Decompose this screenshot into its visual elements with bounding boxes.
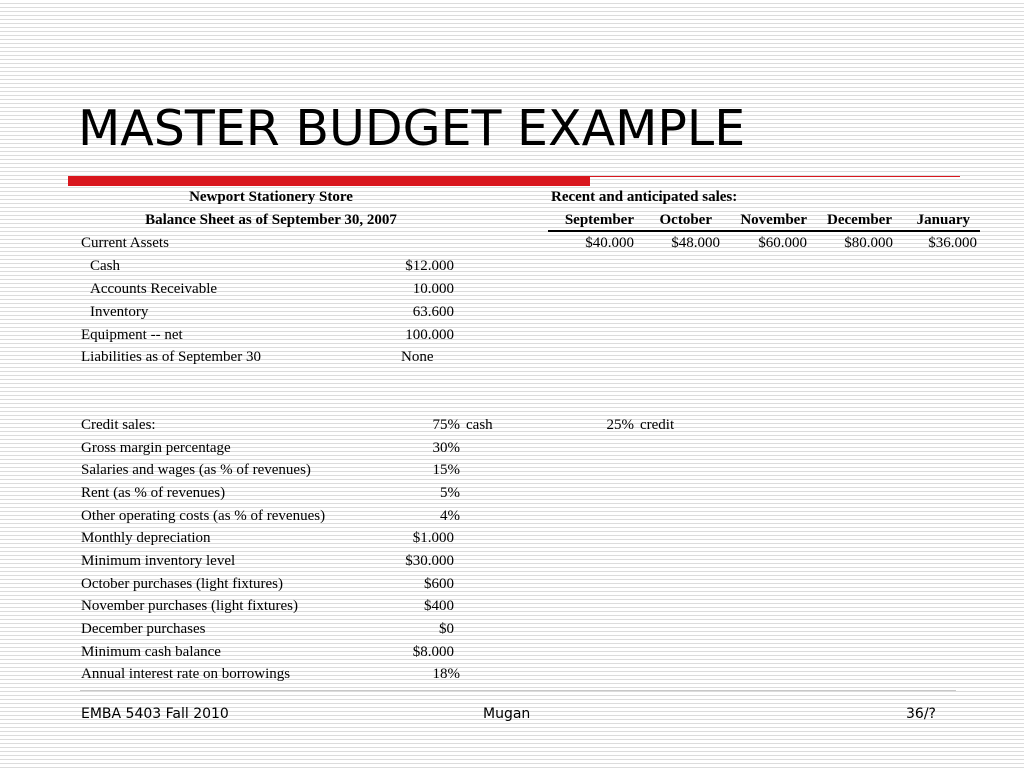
credit-label: credit xyxy=(640,417,675,433)
assumption-value: 15% xyxy=(432,462,460,478)
assumption-value: 5% xyxy=(440,485,460,501)
slide-number: 36/? xyxy=(906,706,936,722)
sales-header-underline xyxy=(548,230,980,232)
sales-value: $48.000 xyxy=(671,235,720,251)
assumption-value: $400 xyxy=(424,598,454,614)
balance-row-value: None xyxy=(401,349,434,365)
sales-value: $80.000 xyxy=(844,235,893,251)
assumption-value: $600 xyxy=(424,576,454,592)
balance-row-label: Current Assets xyxy=(81,235,169,251)
assumption-label: October purchases (light fixtures) xyxy=(81,576,284,592)
assumption-value: $0 xyxy=(439,621,454,637)
footer-course: EMBA 5403 Fall 2010 xyxy=(81,706,229,722)
assumption-label: Minimum cash balance xyxy=(81,644,221,660)
footer-divider xyxy=(80,690,956,691)
balance-row-label: Accounts Receivable xyxy=(90,281,218,297)
assumption-value: $8.000 xyxy=(412,644,454,660)
title-accent-line xyxy=(590,176,960,177)
assumption-label: Other operating costs (as % of revenues) xyxy=(81,508,326,524)
assumption-label: Minimum inventory level xyxy=(81,553,236,569)
assumption-value: $1.000 xyxy=(412,530,454,546)
assumption-label: Rent (as % of revenues) xyxy=(81,485,226,501)
assumption-label: Salaries and wages (as % of revenues) xyxy=(81,462,311,478)
sales-value: $60.000 xyxy=(758,235,807,251)
sales-value: $36.000 xyxy=(928,235,977,251)
sales-month-header: January xyxy=(916,212,970,228)
assumption-value: 4% xyxy=(440,508,460,524)
balance-row-label: Equipment -- net xyxy=(81,327,183,343)
assumption-label: November purchases (light fixtures) xyxy=(81,598,299,614)
balance-row-label: Inventory xyxy=(90,304,149,320)
assumption-value: 18% xyxy=(432,666,460,682)
assumption-label: Monthly depreciation xyxy=(81,530,211,546)
sales-month-header: September xyxy=(564,212,634,228)
balance-sheet-subtitle: Balance Sheet as of September 30, 2007 xyxy=(145,212,397,228)
credit-percent: 25% xyxy=(606,417,634,433)
balance-row-value: 63.600 xyxy=(412,304,454,320)
sales-month-header: October xyxy=(659,212,712,228)
assumption-label: Annual interest rate on borrowings xyxy=(81,666,291,682)
credit-sales-label: Credit sales: xyxy=(81,417,156,433)
balance-row-label: Cash xyxy=(90,258,120,274)
title-accent-bar xyxy=(68,176,590,186)
balance-row-label: Liabilities as of September 30 xyxy=(81,349,261,365)
balance-row-value: $12.000 xyxy=(405,258,454,274)
balance-row-value: 10.000 xyxy=(412,281,454,297)
assumption-value: 30% xyxy=(432,440,460,456)
sales-heading: Recent and anticipated sales: xyxy=(551,189,738,205)
footer-author: Mugan xyxy=(483,706,531,722)
company-name: Newport Stationery Store xyxy=(189,189,353,205)
cash-percent: 75% xyxy=(432,417,460,433)
sales-value: $40.000 xyxy=(585,235,634,251)
assumption-label: Gross margin percentage xyxy=(81,440,231,456)
sales-month-header: November xyxy=(740,212,807,228)
assumption-value: $30.000 xyxy=(405,553,454,569)
slide-title: MASTER BUDGET EXAMPLE xyxy=(78,100,746,157)
cash-label: cash xyxy=(466,417,493,433)
sales-month-header: December xyxy=(827,212,892,228)
balance-row-value: 100.000 xyxy=(405,327,454,343)
assumption-label: December purchases xyxy=(81,621,206,637)
